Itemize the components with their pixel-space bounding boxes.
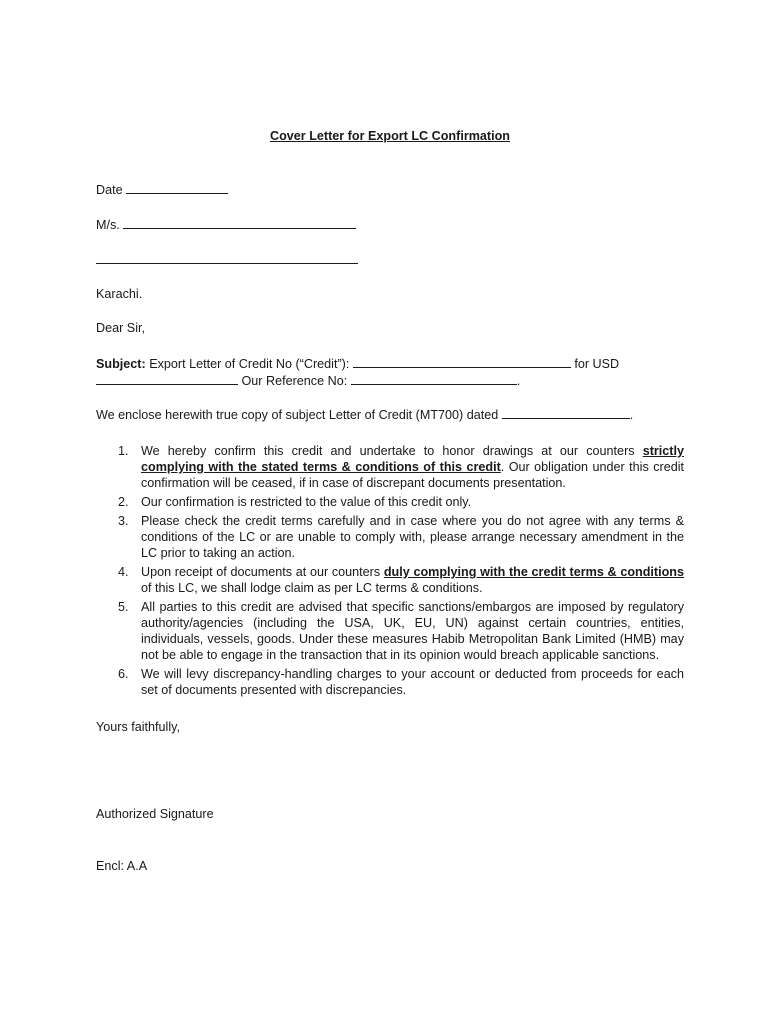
item-emphasis: strictly complying with the stated terms & conditions of this credit (141, 444, 684, 474)
subject-line-2 (96, 372, 520, 389)
date-label: Date (96, 183, 123, 197)
item-number: 1. (118, 444, 129, 458)
city: Karachi. (96, 287, 143, 301)
ms-blank (123, 216, 356, 229)
ms-line (96, 216, 356, 233)
item-text-cont: . Our obligation under this credit confirmation will be ceased, if in case of discrepant documents presentation. (141, 460, 684, 490)
enclose-line (96, 406, 633, 423)
reference-blank (351, 372, 517, 385)
salutation: Dear Sir, (96, 321, 145, 335)
item-text: We will levy discrepancy-handling charges to your account or deducted from proceeds for each set of documents presented with discrepancies. (141, 667, 684, 697)
ms-label: M/s. (96, 218, 120, 232)
item-text: Upon receipt of documents at our counters (141, 565, 384, 579)
date-blank (126, 181, 228, 194)
item-number: 6. (118, 667, 129, 681)
item-number: 3. (118, 514, 129, 528)
list-item (96, 599, 684, 663)
date-line (96, 181, 228, 198)
address-line (96, 251, 358, 268)
item-text: We hereby confirm this credit and undertake to honor drawings at our counters (141, 444, 643, 458)
our-reference-label: Our Reference No: (241, 374, 348, 388)
list-item (96, 494, 684, 510)
subject-line-1 (96, 355, 619, 372)
address-blank (96, 251, 358, 264)
subject-end: . (516, 374, 521, 388)
item-emphasis: duly complying with the credit terms & conditions (383, 565, 684, 579)
enclosure: Encl: A.A (96, 859, 148, 873)
item-text: All parties to this credit are advised that specific sanctions/embargos are imposed by regulatory authority/agencies (including the USA, UK, EU, UN) against certain countries, entities, individuals, vessels, goods. Under these measures Habib Metropolitan Bank Limited (HMB) may not be able to engage in the transaction that in its opinion would breach applicable sanctions. (141, 600, 684, 662)
subject-text: Export Letter of Credit No (“Credit”): (149, 357, 350, 371)
subject-label: Subject: (96, 357, 146, 371)
letter-title: Cover Letter for Export LC Confirmation (270, 129, 510, 143)
enclose-text: We enclose herewith true copy of subject Letter of Credit (MT700) dated (96, 408, 499, 422)
item-number: 2. (118, 495, 129, 509)
item-text: Our confirmation is restricted to the value of this credit only. (141, 495, 472, 509)
closing: Yours faithfully, (96, 720, 181, 734)
list-item (96, 564, 684, 596)
item-text: Please check the credit terms carefully and in case where you do not agree with any terms & conditions of the LC or are unable to comply with, please arrange necessary amendment in the LC prior to taking an action. (141, 514, 684, 560)
list-item (96, 513, 684, 561)
item-number: 4. (118, 565, 129, 579)
enclose-end: . (629, 408, 634, 422)
list-item (96, 443, 684, 491)
authorized-signature: Authorized Signature (96, 807, 214, 821)
item-text-cont: of this LC, we shall lodge claim as per LC terms & conditions. (141, 581, 483, 595)
dated-blank (502, 406, 630, 419)
subject-for-usd: for USD (574, 357, 620, 371)
lc-number-blank (353, 355, 571, 368)
conditions-list (96, 443, 684, 701)
usd-amount-blank (96, 372, 238, 385)
item-number: 5. (118, 600, 129, 614)
list-item (96, 666, 684, 698)
